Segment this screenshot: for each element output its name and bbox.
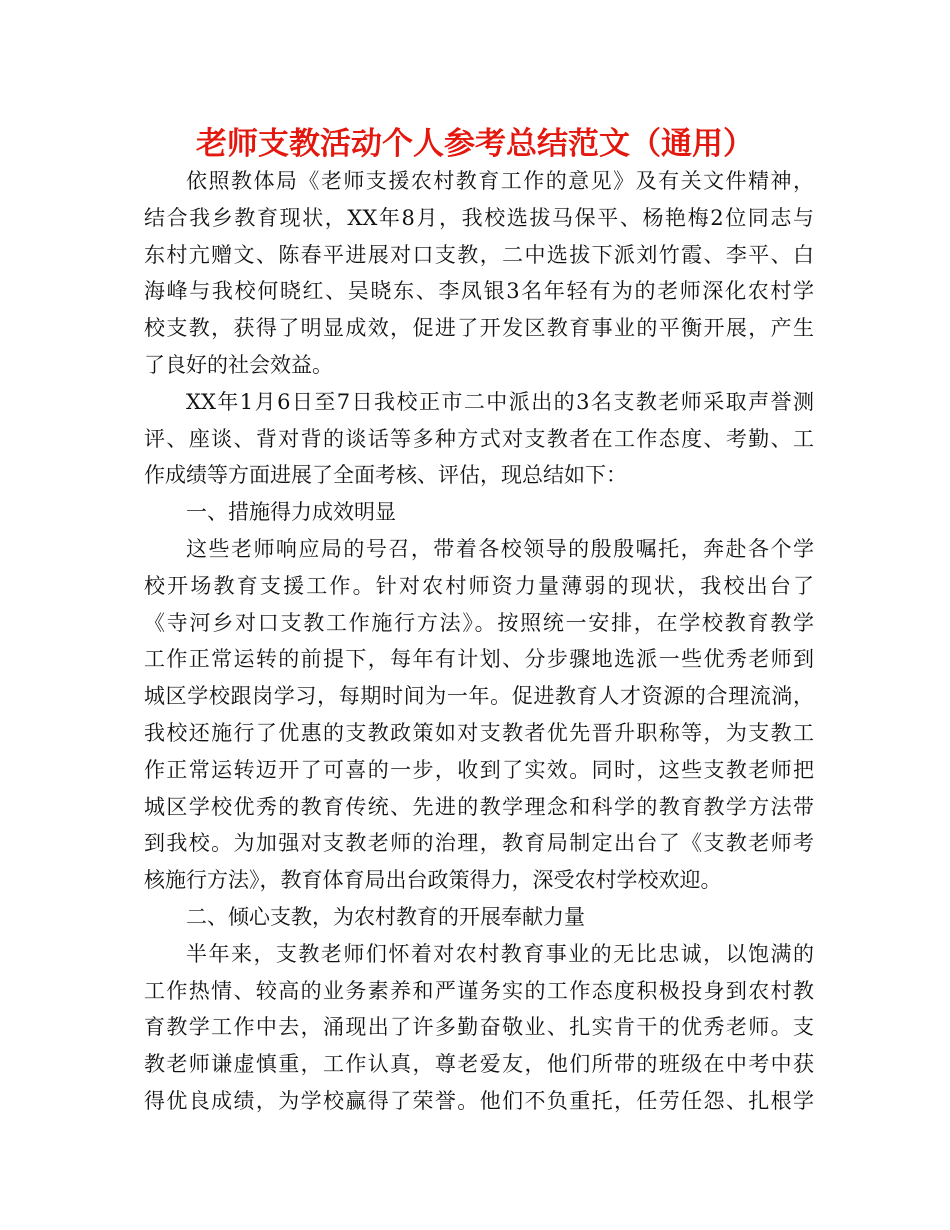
paragraph-4-line-2: 工作热情、较高的业务素养和严谨务实的工作态度积极投身到农村教: [144, 978, 814, 1003]
paragraph-3-line-5: 城区学校跟岗学习，每期时间为一年。促进教育人才资源的合理流淌，: [144, 684, 814, 709]
paragraph-3-line-2: 校开场教育支援工作。针对农村师资力量薄弱的现状，我校出台了: [144, 573, 814, 598]
paragraph-2-line-2: 评、座谈、背对背的谈话等多种方式对支教者在工作态度、考勤、工: [144, 426, 814, 451]
paragraph-1-line-2: 结合我乡教育现状，XX年8月，我校选拔马保平、杨艳梅2位同志与: [144, 205, 814, 230]
paragraph-4-line-1: 半年来，支教老师们怀着对农村教育事业的无比忠诚，以饱满的: [186, 941, 814, 966]
paragraph-1-line-3: 东村亢赠文、陈春平进展对口支教，二中选拔下派刘竹霞、李平、白: [144, 242, 814, 267]
paragraph-3-line-1: 这些老师响应局的号召，带着各校领导的殷殷嘱托，奔赴各个学: [186, 536, 814, 561]
paragraph-2-line-3: 作成绩等方面进展了全面考核、评估，现总结如下：: [144, 463, 627, 488]
paragraph-4-line-3: 育教学工作中去，涌现出了许多勤奋敬业、扎实肯干的优秀老师。支: [144, 1015, 814, 1040]
paragraph-3-line-7: 作正常运转迈开了可喜的一步，收到了实效。同时，这些支教老师把: [144, 757, 814, 782]
document-body: [144, 163, 814, 1120]
paragraph-4-line-5: 得优良成绩，为学校赢得了荣誉。他们不负重托，任劳任怨、扎根学: [144, 1088, 814, 1113]
paragraph-1-line-4: 海峰与我校何晓红、吴晓东、李凤银3名年轻有为的老师深化农村学: [144, 279, 814, 304]
paragraph-3-line-3: 《寺河乡对口支教工作施行方法》。按照统一安排，在学校教育教学: [144, 610, 814, 635]
paragraph-1-line-5: 校支教，获得了明显成效，促进了开发区教育事业的平衡开展，产生: [144, 316, 814, 341]
paragraph-2-line-1: XX年1月6日至7日我校正市二中派出的3名支教老师采取声誉测: [186, 389, 814, 414]
paragraph-3-line-10: 核施行方法》，教育体育局出台政策得力，深受农村学校欢迎。: [144, 868, 722, 893]
section-heading-1: 一、措施得力成效明显: [186, 500, 396, 525]
paragraph-3-line-4: 工作正常运转的前提下，每年有计划、分步骤地选派一些优秀老师到: [144, 647, 814, 672]
paragraph-3-line-6: 我校还施行了优惠的支教政策如对支教者优先晋升职称等，为支教工: [144, 720, 814, 745]
paragraph-1-line-1: 依照教体局《老师支援农村教育工作的意见》及有关文件精神，: [186, 169, 814, 193]
paragraph-3-line-9: 到我校。为加强对支教老师的治理，教育局制定出台了《支教老师考: [144, 831, 814, 856]
document-title: 老师支教活动个人参考总结范文（通用）: [196, 126, 754, 162]
paragraph-1-line-6: 了良好的社会效益。: [144, 352, 333, 377]
section-heading-2: 二、倾心支教，为农村教育的开展奉献力量: [186, 904, 585, 929]
paragraph-3-line-8: 城区学校优秀的教育传统、先进的教学理念和科学的教育教学方法带: [144, 794, 814, 819]
paragraph-4-line-4: 教老师谦虚慎重，工作认真，尊老爱友，他们所带的班级在中考中获: [144, 1052, 814, 1077]
